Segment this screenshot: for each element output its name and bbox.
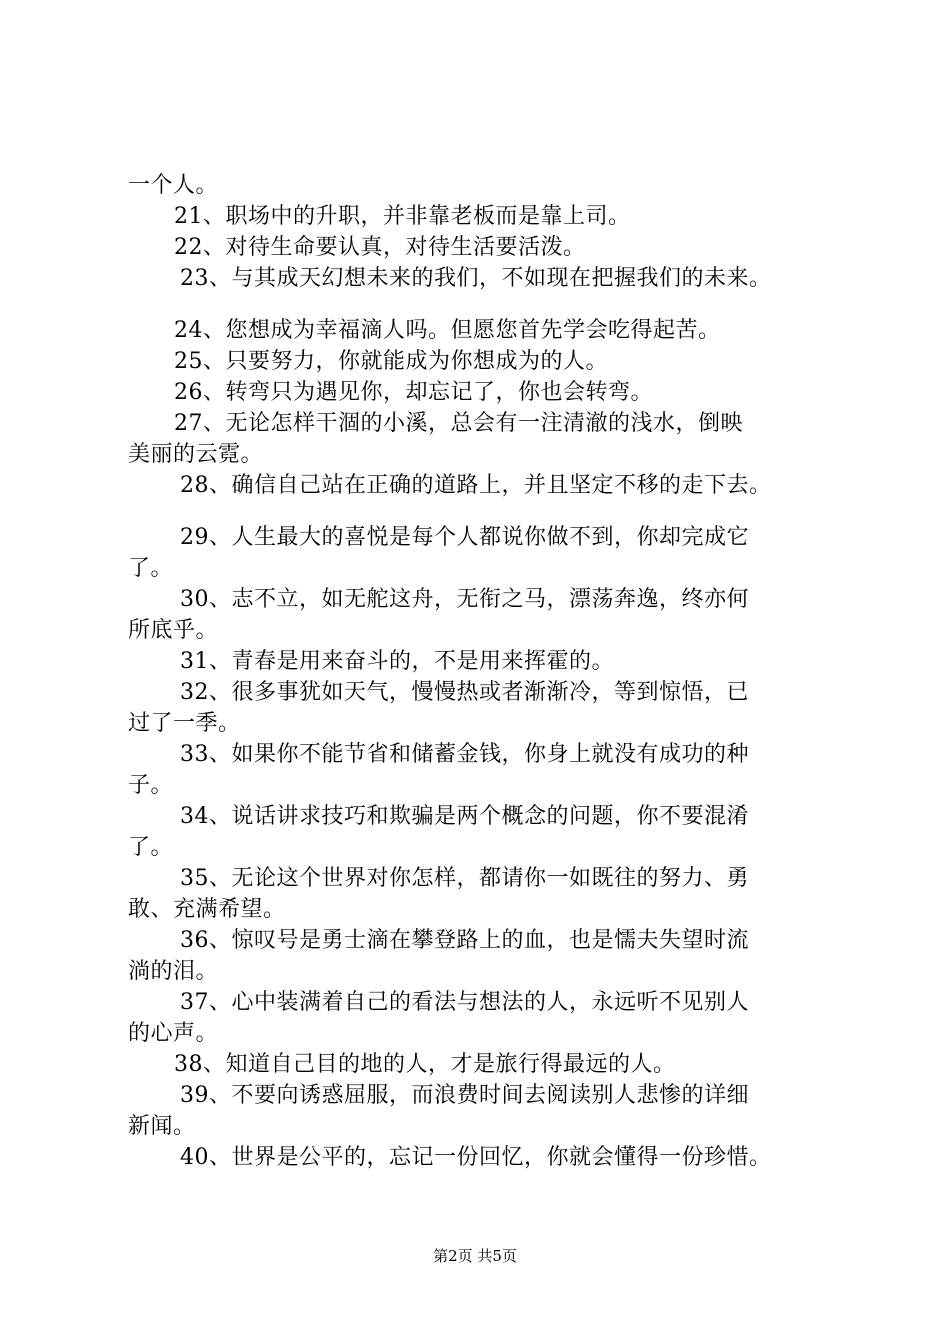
text-line: 31、青春是用来奋斗的，不是用来挥霍的。 bbox=[180, 649, 614, 674]
text-line: 33、如果你不能节省和储蓄金钱，你身上就没有成功的种 bbox=[180, 742, 749, 767]
text-line: 24、您想成为幸福滴人吗。但愿您首先学会吃得起苦。 bbox=[174, 318, 721, 343]
text-line: 了。 bbox=[128, 556, 174, 581]
text-line: 32、很多事犹如天气，慢慢热或者渐渐冷，等到惊悟，已 bbox=[180, 680, 749, 705]
text-line: 37、心中装满着自己的看法与想法的人，永远听不见别人 bbox=[180, 990, 749, 1015]
text-line: 28、确信自己站在正确的道路上，并且坚定不移的走下去。 bbox=[180, 473, 772, 498]
paragraph-gap bbox=[128, 294, 848, 315]
text-line: 34、说话讲求技巧和欺骗是两个概念的问题，你不要混淆 bbox=[180, 804, 749, 829]
text-line: 所底乎。 bbox=[128, 618, 219, 643]
text-line: 35、无论这个世界对你怎样，都请你一如既往的努力、勇 bbox=[180, 866, 749, 891]
text-line: 的心声。 bbox=[128, 1021, 219, 1046]
text-line: 29、人生最大的喜悦是每个人都说你做不到，你却完成它 bbox=[180, 525, 749, 550]
text-line: 25、只要努力，你就能成为你想成为的人。 bbox=[174, 349, 608, 374]
text-line: 一个人。 bbox=[128, 173, 219, 198]
text-line: 40、世界是公平的，忘记一份回忆，你就会懂得一份珍惜。 bbox=[180, 1145, 772, 1170]
text-line: 美丽的云霓。 bbox=[128, 442, 264, 467]
document-body bbox=[128, 170, 848, 1173]
page-footer: 第2页 共5页 bbox=[433, 1247, 517, 1265]
text-line: 敢、充满希望。 bbox=[128, 897, 286, 922]
text-line: 38、知道自己目的地的人，才是旅行得最远的人。 bbox=[174, 1052, 676, 1077]
text-line: 淌的泪。 bbox=[128, 959, 219, 984]
text-line: 36、惊叹号是勇士滴在攀登路上的血，也是懦夫失望时流 bbox=[180, 928, 749, 953]
text-line: 22、对待生命要认真，对待生活要活泼。 bbox=[174, 235, 586, 260]
text-line: 23、与其成天幻想未来的我们，不如现在把握我们的未来。 bbox=[180, 266, 772, 291]
text-line: 26、转弯只为遇见你，却忘记了，你也会转弯。 bbox=[174, 380, 653, 405]
text-line: 21、职场中的升职，并非靠老板而是靠上司。 bbox=[174, 204, 631, 229]
text-line: 子。 bbox=[128, 773, 174, 798]
text-line: 了。 bbox=[128, 835, 174, 860]
text-line: 39、不要向诱惑屈服，而浪费时间去阅读别人悲惨的详细 bbox=[180, 1083, 749, 1108]
paragraph-gap bbox=[128, 501, 848, 522]
text-line: 过了一季。 bbox=[128, 711, 241, 736]
text-line: 27、无论怎样干涸的小溪，总会有一注清澈的浅水，倒映 bbox=[174, 411, 743, 436]
text-line: 30、志不立，如无舵这舟，无衔之马，漂荡奔逸，终亦何 bbox=[180, 587, 749, 612]
text-line: 新闻。 bbox=[128, 1114, 196, 1139]
